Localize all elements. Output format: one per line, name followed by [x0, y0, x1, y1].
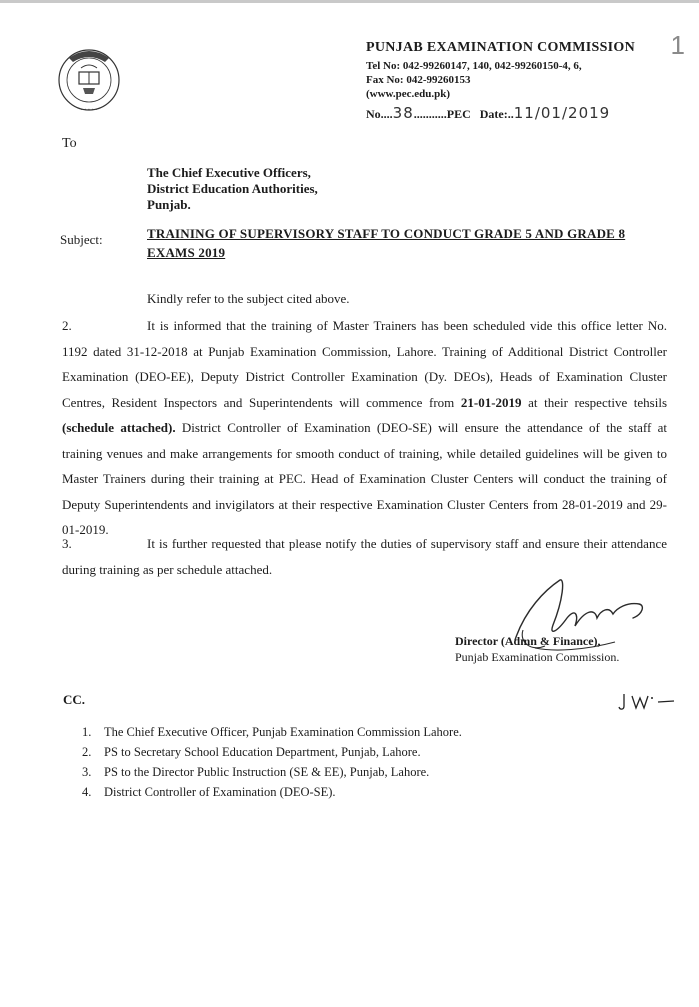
reference-no-value: 38 [392, 104, 414, 122]
telephone-numbers: Tel No: 042-99260147, 140, 042-99260150-4, 6, [366, 60, 582, 72]
top-divider [0, 0, 699, 3]
schedule-attached-note: (schedule attached). [62, 420, 176, 435]
list-item: 4. District Controller of Examination (DEO-SE). [82, 785, 336, 799]
fax-number: Fax No: 042-99260153 [366, 74, 471, 86]
signatory-title: Director (Admn & Finance), [455, 634, 601, 648]
paragraph-1 [62, 286, 667, 312]
paragraph-3-text: It is further requested that please notify the duties of supervisory staff and ensure their attendance during training as per schedule attached. [62, 536, 667, 577]
list-item: 3. PS to the Director Public Instruction (SE & EE), Punjab, Lahore. [82, 765, 430, 779]
recipient-line-3: Punjab. [147, 197, 191, 212]
paragraph-1-text: Kindly refer to the subject cited above. [147, 291, 350, 306]
reference-pec-label: PEC [446, 107, 471, 121]
paragraph-2-number: 2. [62, 318, 72, 333]
training-start-date: 21-01-2019 [460, 394, 522, 410]
paragraph-2-text-a: It is informed that the training of Master Trainers has been scheduled vide this office letter No. 1192 dated 31-12-2018 at Punjab Examination Commission, Lahore. Training of Additional District Controller Examination (DEO-EE), Deputy District Controller Examination (Dy. DEOs), Heads of Examination Cluster Centres, Resident Inspectors and Superintendents will commence from [62, 318, 667, 410]
subject-text: TRAINING OF SUPERVISORY STAFF TO CONDUCT GRADE 5 AND GRADE 8 EXAMS 2019 [147, 226, 626, 260]
paragraph-2-text-c: District Controller of Examination (DEO-SE) will ensure the attendance of the staff at training venues and make arrangements for smooth conduct of training, while detailed guidelines will be given to Master Trainers during their training at PEC. Head of Examination Cluster Centers will conduct the training of Deputy Superintendents and invigilators at their respective Examination Cluster Centers from 28-01-2019 and 29-01-2019. [62, 420, 667, 537]
subject-label: Subject: [60, 232, 103, 247]
date-label: Date: [479, 107, 508, 121]
signatory-block [455, 633, 619, 665]
website: (www.pec.edu.pk) [366, 88, 451, 100]
letterhead [366, 40, 635, 101]
organization-name: PUNJAB EXAMINATION COMMISSION [366, 40, 636, 55]
paragraph-2-text-b: at their respective tehsils [528, 394, 668, 410]
page-number: 1 [670, 30, 685, 60]
list-item: 1. The Chief Executive Officer, Punjab Examination Commission Lahore. [82, 725, 462, 739]
recipient-line-2: District Education Authorities, [147, 181, 318, 196]
recipient-line-1: The Chief Executive Officers, [147, 165, 311, 180]
date-value: 11/01/2019 [513, 104, 611, 122]
cc-label: CC. [63, 692, 86, 707]
paragraph-3-number: 3. [62, 536, 72, 551]
reference-row: No....38...........PEC Date:..11/01/2019 [366, 104, 611, 122]
recipient-block [147, 165, 318, 213]
handwritten-initials-icon [618, 690, 680, 714]
list-item: 2. PS to Secretary School Education Department, Punjab, Lahore. [82, 745, 421, 759]
paragraph-2 [62, 313, 667, 543]
svg-text:• • • • •: • • • • • [80, 107, 98, 112]
to-label: To [62, 136, 77, 151]
signatory-organization: Punjab Examination Commission. [455, 650, 620, 664]
cc-list [82, 722, 462, 802]
pec-emblem-icon [55, 38, 123, 122]
reference-no-label: No [366, 107, 381, 121]
